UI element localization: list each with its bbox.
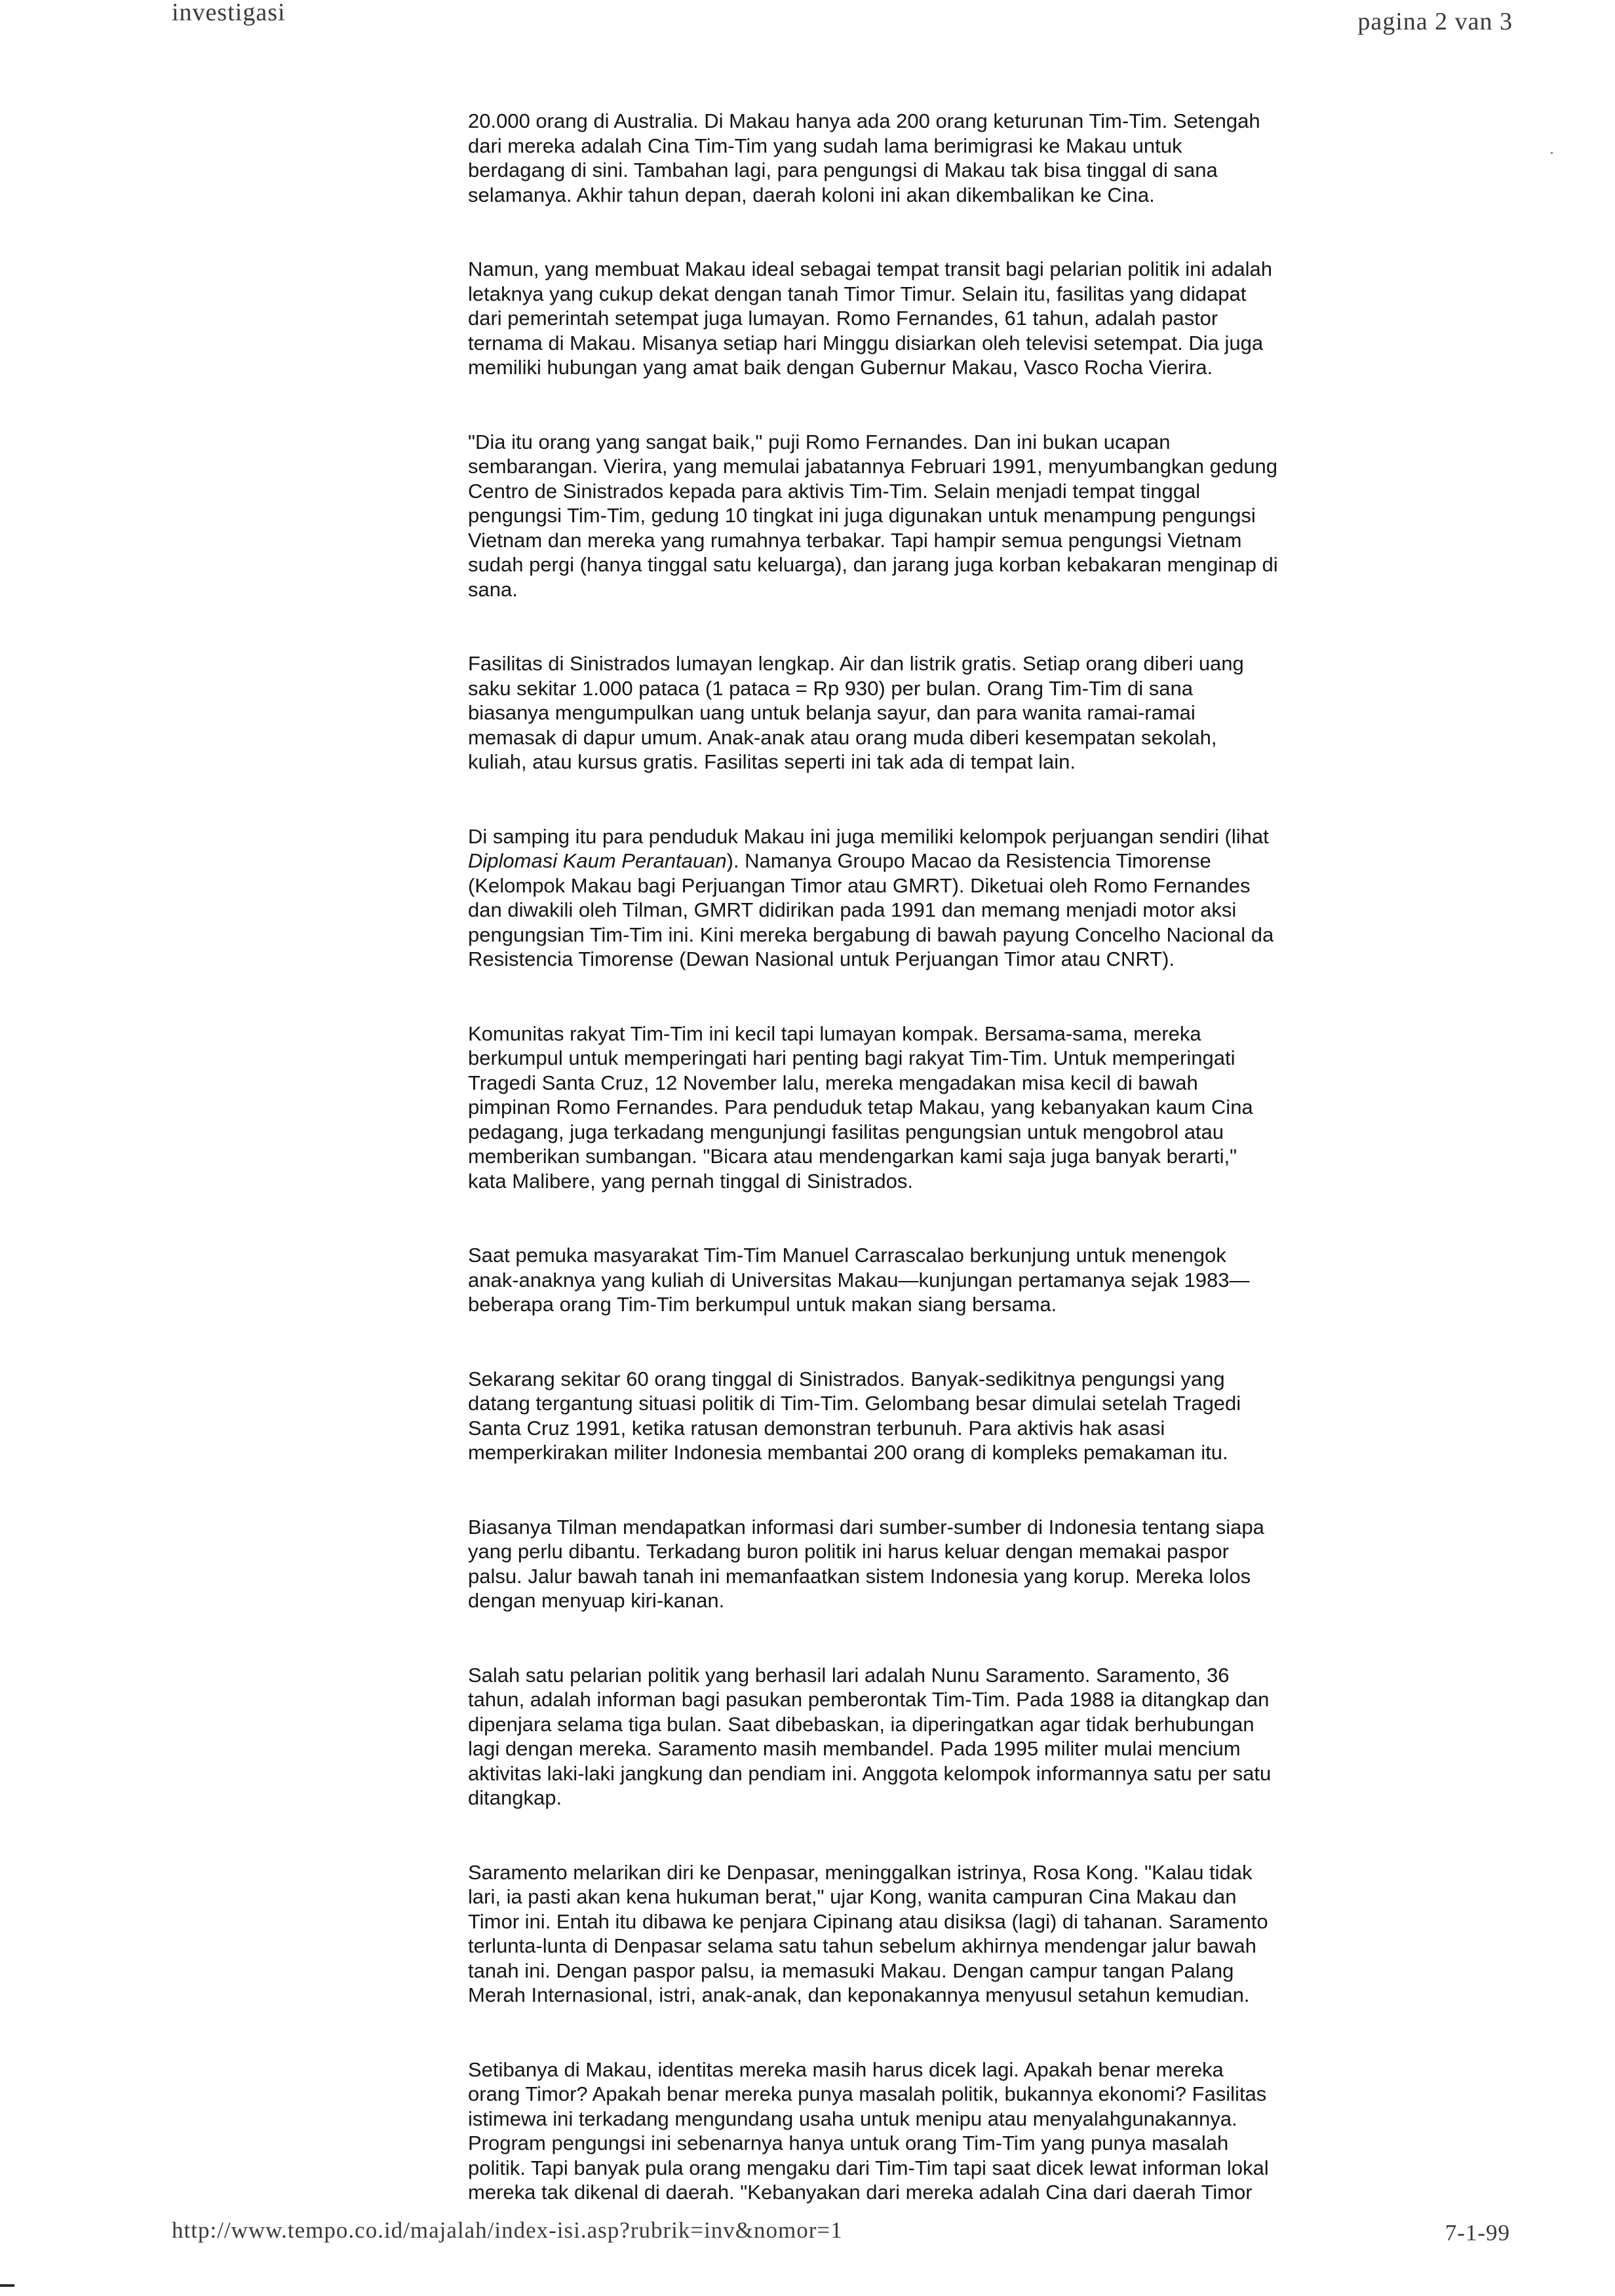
paragraph-line: memperkirakan militer Indonesia membantai 200 orang di kompleks pemakaman itu. [468, 1441, 1228, 1464]
paragraph-line: memasak di dapur umum. Anak-anak atau orang muda diberi kesempatan sekolah, [468, 725, 1217, 749]
footer-url: http://www.tempo.co.id/majalah/index-isi.asp?rubrik=inv&nomor=1 [172, 2217, 843, 2243]
paragraph-line: sembarangan. Vierira, yang memulai jabatannya Februari 1991, menyumbangkan gedung [468, 455, 1278, 478]
paragraph-line: kuliah, atau kursus gratis. Fasilitas seperti ini tak ada di tempat lain. [468, 750, 1076, 773]
article-paragraph [468, 1022, 1359, 1194]
paragraph-line: Komunitas rakyat Tim-Tim ini kecil tapi lumayan kompak. Bersama-sama, mereka [468, 1022, 1201, 1045]
article-paragraph [468, 1663, 1359, 1810]
paragraph-line: memiliki hubungan yang amat baik dengan Gubernur Makau, Vasco Rocha Vierira. [468, 356, 1213, 379]
paragraph-line: aktivitas laki-laki jangkung dan pendiam ini. Anggota kelompok informannya satu per satu [468, 1761, 1272, 1785]
paragraph-line: 20.000 orang di Australia. Di Makau hanya ada 200 orang keturunan Tim-Tim. Setengah [468, 109, 1260, 132]
paragraph-line: saku sekitar 1.000 pataca (1 pataca = Rp 930) per bulan. Orang Tim-Tim di sana [468, 676, 1193, 700]
paragraph-line: Timor ini. Entah itu dibawa ke penjara Cipinang atau disiksa (lagi) di tahanan. Saramento [468, 1909, 1268, 1933]
paragraph-line: Merah Internasional, istri, anak-anak, dan keponakannya menyusul setahun kemudian. [468, 1983, 1250, 2006]
paragraph-line: tanah ini. Dengan paspor palsu, ia memasuki Makau. Dengan campur tangan Palang [468, 1959, 1234, 1982]
paragraph-line: Setibanya di Makau, identitas mereka masih harus dicek lagi. Apakah benar mereka [468, 2057, 1224, 2081]
paragraph-line: pengungsian Tim-Tim ini. Kini mereka bergabung di bawah payung Concelho Nacional da [468, 923, 1274, 946]
paragraph-line: lagi dengan mereka. Saramento masih membandel. Pada 1995 militer mulai mencium [468, 1737, 1241, 1760]
article-paragraph [468, 1515, 1359, 1613]
paragraph-line: pengungsi Tim-Tim, gedung 10 tingkat ini juga digunakan untuk menampung pengungsi [468, 504, 1256, 527]
paragraph-line: berdagang di sini. Tambahan lagi, para pengungsi di Makau tak bisa tinggal di sana [468, 159, 1218, 182]
paragraph-line: palsu. Jalur bawah tanah ini memanfaatkan sistem Indonesia yang korup. Mereka lolos [468, 1564, 1251, 1588]
paragraph-line: Saramento melarikan diri ke Denpasar, meninggalkan istrinya, Rosa Kong. "Kalau tidak [468, 1860, 1253, 1884]
section-header: investigasi [172, 0, 286, 26]
scan-speck [1551, 152, 1553, 154]
article-paragraph [468, 109, 1359, 207]
paragraph-line: Fasilitas di Sinistrados lumayan lengkap. Air dan listrik gratis. Setiap orang diberi uang [468, 652, 1244, 675]
paragraph-line: datang tergantung situasi politik di Tim-Tim. Gelombang besar dimulai setelah Tragedi [468, 1392, 1241, 1415]
paragraph-line: "Dia itu orang yang sangat baik," puji Romo Fernandes. Dan ini bukan ucapan [468, 430, 1171, 453]
paragraph-line: dari mereka adalah Cina Tim-Tim yang sudah lama berimigrasi ke Makau untuk [468, 134, 1182, 157]
referenced-article-title: Diplomasi Kaum Perantauan [468, 849, 727, 872]
paragraph-line: Salah satu pelarian politik yang berhasil lari adalah Nunu Saramento. Saramento, 36 [468, 1663, 1230, 1687]
paragraph-line: Di samping itu para penduduk Makau ini juga memiliki kelompok perjuangan sendiri (lihat [468, 824, 1269, 848]
paragraph-line: Saat pemuka masyarakat Tim-Tim Manuel Carrascalao berkunjung untuk menengok [468, 1244, 1226, 1267]
paragraph-line: lari, ia pasti akan kena hukuman berat," ujar Kong, wanita campuran Cina Makau dan [468, 1885, 1237, 1908]
paragraph-line: Diplomasi Kaum Perantauan). Namanya Groupo Macao da Resistencia Timorense [468, 849, 1211, 872]
paragraph-line: Program pengungsi ini sebenarnya hanya untuk orang Tim-Tim yang punya masalah [468, 2132, 1229, 2154]
paragraph-line: dengan menyuap kiri-kanan. [468, 1589, 725, 1612]
paragraph-line: memberikan sumbangan. "Bicara atau mendengarkan kami saja juga banyak berarti," [468, 1145, 1237, 1168]
article-paragraph [468, 1860, 1359, 2008]
paragraph-line: Tragedi Santa Cruz, 12 November lalu, mereka mengadakan misa kecil di bawah [468, 1071, 1198, 1094]
paragraph-line: Vietnam dan mereka yang rumahnya terbakar. Tapi hampir semua pengungsi Vietnam [468, 528, 1242, 552]
paragraph-line: Santa Cruz 1991, ketika ratusan demonstran terbunuh. Para aktivis hak asasi [468, 1416, 1165, 1440]
paragraph-line: anak-anaknya yang kuliah di Universitas Makau—kunjungan pertamanya sejak 1983— [468, 1268, 1250, 1292]
paragraph-line: selamanya. Akhir tahun depan, daerah koloni ini akan dikembalikan ke Cina. [468, 183, 1155, 206]
footer-date: 7-1-99 [1445, 2220, 1510, 2246]
paragraph-line: yang perlu dibantu. Terkadang buron politik ini harus keluar dengan memakai paspor [468, 1540, 1229, 1563]
paragraph-line: Centro de Sinistrados kepada para aktivis Tim-Tim. Selain menjadi tempat tinggal [468, 479, 1201, 503]
paragraph-line: terlunta-lunta di Denpasar selama satu tahun sebelum akhirnya mendengar jalur bawah [468, 1934, 1256, 1957]
scan-edge-mark [0, 2284, 14, 2287]
paragraph-line: pimpinan Romo Fernandes. Para penduduk tetap Makau, yang kebanyakan kaum Cina [468, 1096, 1253, 1119]
paragraph-line: biasanya mengumpulkan uang untuk belanja sayur, dan para wanita ramai-ramai [468, 701, 1196, 724]
paragraph-line: dari pemerintah setempat juga lumayan. Romo Fernandes, 61 tahun, adalah pastor [468, 307, 1218, 330]
paragraph-line: Biasanya Tilman mendapatkan informasi dari sumber-sumber di Indonesia tentang siapa [468, 1515, 1264, 1539]
article-paragraph [468, 1367, 1359, 1465]
article-paragraph [468, 257, 1359, 380]
paragraph-line: (Kelompok Makau bagi Perjuangan Timor atau GMRT). Diketuai oleh Romo Fernandes [468, 873, 1251, 897]
article-paragraph [468, 430, 1359, 602]
article-paragraph [468, 2057, 1359, 2205]
paragraph-line: orang Timor? Apakah benar mereka punya masalah politik, bukannya ekonomi? Fasilitas [468, 2082, 1267, 2105]
paragraph-line: ditangkap. [468, 1786, 562, 1809]
paragraph-line: tahun, adalah informan bagi pasukan pemberontak Tim-Tim. Pada 1988 ia ditangkap dan [468, 1688, 1270, 1711]
paragraph-line: dan diwakili oleh Tilman, GMRT didirikan pada 1991 dan memang menjadi motor aksi [468, 898, 1237, 921]
paragraph-line: sudah pergi (hanya tinggal satu keluarga), dan jarang juga korban kebakaran menginap di [468, 553, 1278, 576]
paragraph-line: Resistencia Timorense (Dewan Nasional untuk Perjuangan Timor atau CNRT). [468, 947, 1175, 970]
paragraph-line: berkumpul untuk memperingati hari penting bagi rakyat Tim-Tim. Untuk memperingati [468, 1046, 1236, 1069]
page-indicator: pagina 2 van 3 [1357, 8, 1513, 35]
article-body [468, 109, 1359, 2205]
paragraph-line: dipenjara selama tiga bulan. Saat dibebaskan, ia diperingatkan agar tidak berhubungan [468, 1712, 1255, 1736]
article-paragraph [468, 824, 1359, 972]
paragraph-line: letaknya yang cukup dekat dengan tanah Timor Timur. Selain itu, fasilitas yang didapat [468, 282, 1247, 305]
paragraph-line: Sekarang sekitar 60 orang tinggal di Sinistrados. Banyak-sedikitnya pengungsi yang [468, 1367, 1225, 1390]
article-paragraph [468, 651, 1359, 775]
paragraph-line: sana. [468, 577, 518, 601]
paragraph-line: ternama di Makau. Misanya setiap hari Minggu disiarkan oleh televisi setempat. Dia juga [468, 331, 1264, 354]
paragraph-line: Namun, yang membuat Makau ideal sebagai tempat transit bagi pelarian politik ini adalah [468, 258, 1272, 280]
paragraph-line: kata Malibere, yang pernah tinggal di Sinistrados. [468, 1169, 913, 1193]
paragraph-line: beberapa orang Tim-Tim berkumpul untuk makan siang bersama. [468, 1293, 1057, 1316]
paragraph-line: istimewa ini terkadang mengundang usaha untuk menipu atau menyalahgunakannya. [468, 2107, 1237, 2130]
paragraph-line: pedagang, juga terkadang mengunjungi fasilitas pengungsian untuk mengobrol atau [468, 1120, 1224, 1143]
article-paragraph [468, 1243, 1359, 1317]
paragraph-line: politik. Tapi banyak pula orang mengaku dari Tim-Tim tapi saat dicek lewat informan lokal [468, 2156, 1269, 2179]
paragraph-line: mereka tak dikenal di daerah. "Kebanyakan dari mereka adalah Cina dari daerah Timor [468, 2181, 1253, 2204]
